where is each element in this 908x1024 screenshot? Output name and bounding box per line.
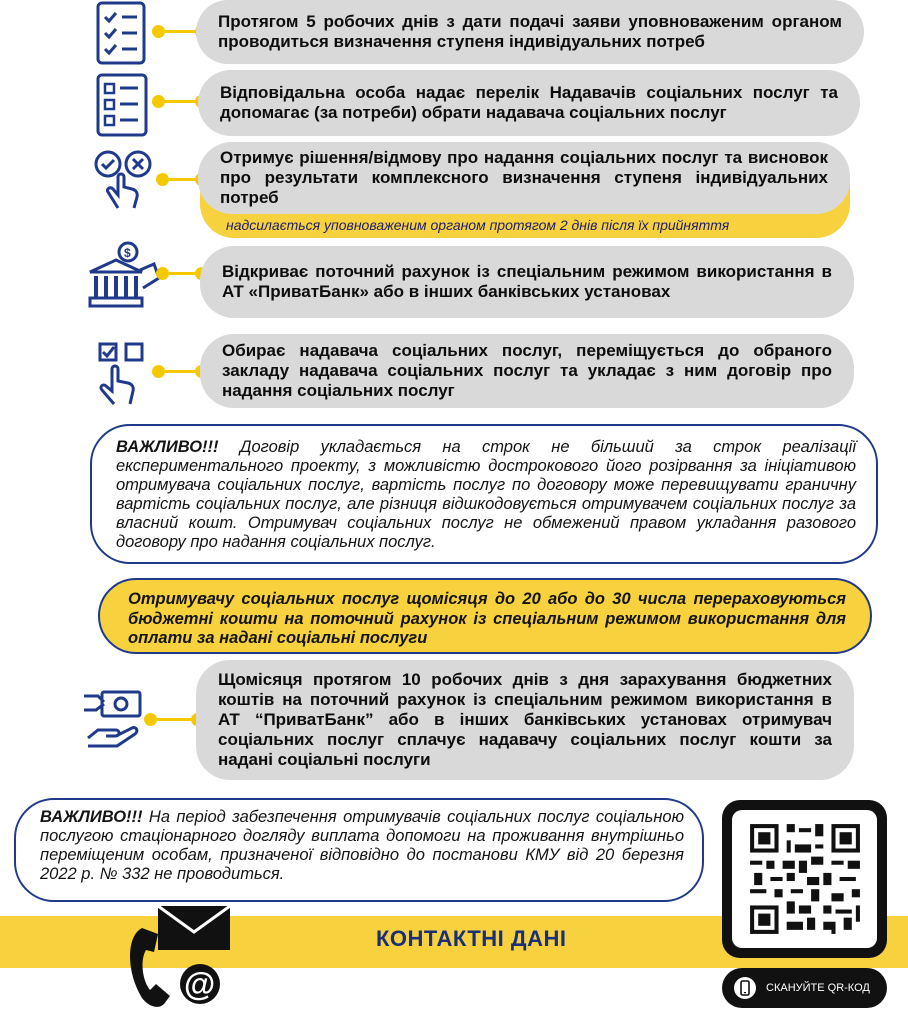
phone-email-icon <box>118 900 248 1018</box>
step-4-text: Відкриває поточний рахунок із спеціальним режимом використання в АТ «ПриватБанк» або в інших банківських установах <box>222 262 832 301</box>
smartphone-icon <box>734 977 756 999</box>
step-4-pill <box>200 246 854 318</box>
step-1-text: Протягом 5 робочих днів з дати подачі заяви уповноваженим органом проводиться визначення ступеня індивідуальних потреб <box>218 12 842 51</box>
important-note-contract <box>90 424 878 564</box>
payment-step-pill <box>196 660 854 780</box>
connector <box>156 370 204 373</box>
funding-notice-text: Отримувачу соціальних послуг щомісяця до 20 або до 30 числа перераховуються бюджетні кошти на поточний рахунок із спеціальним режимом використання для оплати за надані соціальні послуги <box>128 590 846 647</box>
important-text: Договір укладається на строк не більший за строк реалізації експериментального проекту, з можливістю дострокового його розірвання за ініціативою отримувача соціальних послуг, вартість послуг по договору може перевищувати граничну вартість соціальних послуг, але різниця відшкодовується отримувачем соціальних послуг за власний кошт. Отримувач соціальних послуг не обмежений правом укладання разового договору про надання соціальних послуг. <box>116 438 856 551</box>
document-list-icon <box>94 72 150 138</box>
money-transfer-icon <box>80 684 146 750</box>
step-3-pill <box>198 142 850 214</box>
payment-step-text: Щомісяця протягом 10 робочих днів з дня зарахування бюджетних коштів на поточний рахунок із спеціальним режимом використання в АТ “ПриватБанк” або в інших банківських установах отримувач соціальних послуг сплачує надавачу соціальних послуг кошти за надані соціальні послуги <box>218 670 832 769</box>
svg-text:$: $ <box>124 246 131 260</box>
step-3-text: Отримує рішення/відмову про надання соціальних послуг та висновок про результати комплексного визначення ступеня індивідуальних потреб <box>220 148 828 207</box>
qr-code[interactable] <box>746 820 864 938</box>
select-checkbox-icon <box>94 340 154 406</box>
approve-reject-icon <box>92 148 156 214</box>
step-1-pill <box>196 0 864 64</box>
funding-notice <box>98 578 872 654</box>
step-5-pill <box>200 334 854 408</box>
bank-icon <box>86 240 162 310</box>
step-3-note: надсилається уповноваженим органом протягом 2 днів після їх прийняття <box>226 217 730 233</box>
qr-code-frame[interactable] <box>722 800 887 958</box>
checklist-icon <box>92 0 150 66</box>
contacts-title: КОНТАКТНІ ДАНІ <box>376 926 567 951</box>
step-2-pill <box>198 70 860 136</box>
connector <box>160 272 204 275</box>
important-text: На період забезпечення отримувачів соціальних послуг соціальною послугою стаціонарного догляду виплата допомоги на проживання внутрішньо переміщеним особам, призначеної відповідно до постанови КМУ від 20 березня 2022 р. № 332 не проводиться. <box>40 808 684 883</box>
connector <box>156 100 204 103</box>
svg-text:@: @ <box>184 966 216 1002</box>
step-2-text: Відповідальна особа надає перелік Надавачів соціальних послуг та допомагає (за потреби) обрати надавача соціальних послуг <box>220 83 838 122</box>
connector <box>148 718 200 721</box>
important-note-idp <box>14 798 704 902</box>
step-5-text: Обирає надавача соціальних послуг, переміщується до обраного закладу надавача соціальних послуг та укладає з ним договір про надання соціальних послуг <box>222 341 832 400</box>
scan-qr-text: СКАНУЙТЕ QR-КОД <box>766 982 870 994</box>
important-label: ВАЖЛИВО!!! <box>116 438 219 456</box>
important-label: ВАЖЛИВО!!! <box>40 808 143 826</box>
scan-qr-label <box>722 968 887 1008</box>
